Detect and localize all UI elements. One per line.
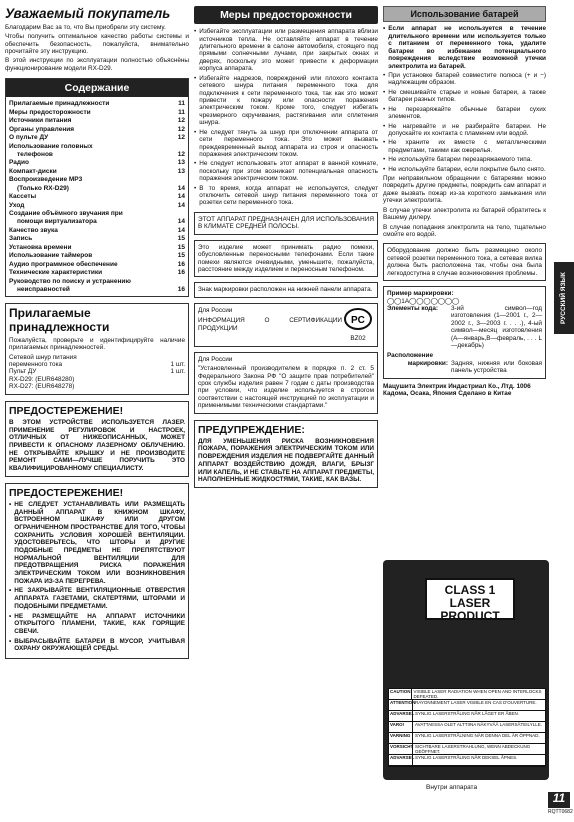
label-key: VORSICHT	[389, 744, 413, 754]
toc-row	[9, 168, 185, 176]
toc-row	[9, 202, 185, 210]
toc-page: 14	[177, 218, 185, 226]
toc-page: 13	[177, 167, 185, 175]
accessory-qty: 1 шт.	[170, 361, 185, 369]
laser-product: LASER PRODUCT	[440, 596, 500, 624]
location-label: маркировки:	[407, 359, 448, 367]
label-value: SYNLIG LASERSTRÅLING NÅR DEKSEL ÅPNES.	[415, 755, 518, 760]
marking-example-box	[383, 286, 546, 379]
toc-row	[9, 134, 185, 142]
accessory-qty: 1 шт.	[170, 368, 185, 376]
svg-text:PC: PC	[351, 314, 365, 326]
accessory-name: RX-D27: (EUR648278)	[9, 383, 75, 391]
toc-page: 12	[177, 117, 185, 125]
marking-code: ◯◯1A◯◯◯◯◯◯◯	[387, 297, 460, 305]
toc-entry: (Только RX-D29)	[17, 184, 69, 192]
toc-page: 14	[177, 201, 185, 209]
location-title: Расположение	[387, 352, 434, 360]
label-row	[389, 755, 545, 766]
label-value: SICHTBARE LASERSTRAHLUNG, WENN ABDECKUNG GEÖFFNET.	[415, 744, 531, 755]
toc-page: 12	[177, 125, 185, 133]
toc-row	[9, 261, 185, 269]
toc-row	[9, 244, 185, 252]
toc-page: 16	[177, 260, 185, 268]
toc-row	[9, 227, 185, 235]
toc-entry: Руководство по поиску и устранению	[9, 277, 131, 285]
toc-row	[9, 159, 185, 167]
column-middle	[194, 6, 378, 488]
accessory-name: Сетевой шнур питания	[9, 353, 77, 361]
toc-entry: Использование головных	[9, 142, 93, 150]
caution-title-2: ПРЕДОСТЕРЕЖЕНИЕ!	[9, 486, 124, 499]
device-caption: Внутри аппарата	[426, 784, 478, 791]
battery-item: • Не используйте батареи перезаряжаемого типа.	[383, 156, 546, 163]
accessories-intro: Пожалуйста, проверьте и идентифицируйте наличие прилагаемых принадлежностей.	[9, 336, 185, 352]
russia-label: Для России	[198, 355, 233, 363]
toc-row	[9, 109, 185, 117]
intro-paragraph: В этой инструкции по эксплуатации полностью объяснёны функционирование модели RX-D29.	[5, 57, 189, 72]
caution-item: • НЕ РАЗМЕЩАЙТЕ НА АППАРАТ ИСТОЧНИКИ ОТКРЫТОГО ПЛАМЕНИ, ТАКИЕ, КАК ГОРЯЩИЕ СВЕЧИ.	[9, 613, 185, 636]
toc-entry: Радио	[9, 159, 29, 167]
toc-entry: Аудио программное обеспечение	[9, 260, 118, 268]
accessories-box	[5, 303, 189, 394]
location-desc: Задняя, нижняя или боковая панель устройства	[451, 359, 542, 375]
marking-example-title: Пример маркировки:	[387, 290, 454, 298]
toc-row	[9, 218, 185, 226]
toc-entry: телефонов	[17, 150, 53, 158]
battery-item: • Не храните их вместе с металлическими предметами, такими как ожерелья.	[383, 139, 546, 154]
caution-box-2	[5, 483, 189, 659]
toc-entry: Использование таймеров	[9, 252, 93, 260]
warning-box	[194, 420, 378, 488]
toc-page: 14	[177, 184, 185, 192]
manufacturer: Мацушита Электрик Индастриал Ко., Лтд. 1006 Кадома, Осака, Япония Сделано в Китае	[383, 382, 531, 398]
accessory-name: Пульт ДУ	[9, 368, 37, 376]
label-row	[389, 733, 545, 744]
column-left	[5, 6, 189, 659]
label-key: ADVARSEL	[389, 755, 413, 765]
toc-row	[9, 185, 185, 193]
marking-box: Знак маркировки расположен на нижней панели аппарата.	[194, 282, 378, 297]
toc-entry: неисправностей	[17, 285, 70, 293]
precaution-item: • Не следует использовать этот аппарат в ванной комнате, поскольку при этом возникает потенциальная опасность поражения электрическим током.	[194, 160, 378, 182]
caution-item: • НЕ СЛЕДУЕТ УСТАНАВЛИВАТЬ ИЛИ РАЗМЕЩАТЬ ДАННЫЙ АППАРАТ В КНИЖНОМ ШКАФУ, ВСТРОЕННОМ ШКАФУ ИЛИ ДРУГОМ ОГРАНИЧЕННОМ ПРОСТРАНСТВЕ ДЛЯ ТОГО, ЧТОБЫ СОХРАНИТЬ УСЛОВИЯ ХОРОШЕЙ ВЕНТИЛЯЦИИ. УДОСТОВЕРЬТЕСЬ, ЧТО ШТОРЫ И ДРУГИЕ ПОДОБНЫЕ ПРЕДМЕТЫ НЕ ПРЕПЯТСТВУЮТ НОРМАЛЬНОЙ ВЕНТИЛЯЦИИ ДЛЯ ПРЕДОТВРАЩЕНИЯ РИСКА ПОРАЖЕНИЯ ЭЛЕКТРИЧЕСКИМ ТОКОМ ИЛИ ВОЗНИКНОВЕНИЯ ПОЖАРА ИЗ-ЗА ПЕРЕГРЕВА.	[9, 501, 185, 586]
lifetime-box	[194, 352, 378, 414]
label-value: SYNLIG LASERSTRÅLING NÅR LÅGET ER ÅBEN.	[415, 711, 519, 716]
toc-entry: Запись	[9, 235, 33, 243]
toc-entry: Установка времени	[9, 243, 72, 251]
toc-row	[9, 117, 185, 125]
battery-paragraph: В случае попадания электролита на тело, тщательно смойте его водой.	[383, 223, 546, 238]
label-key: CAUTION	[389, 689, 412, 699]
accessory-row	[9, 354, 185, 361]
toc-entry: Технические характеристики	[9, 269, 103, 277]
label-row	[389, 689, 545, 700]
batteries-header: Использование батарей	[383, 6, 546, 22]
laser-label	[425, 578, 515, 624]
caution-body: В ЭТОМ УСТРОЙСТВЕ ИСПОЛЬЗУЕТСЯ ЛАЗЕР. ПРИМЕНЕНИЕ РЕГУЛИРОВОК И НАСТРОЕК, ОТЛИЧНЫХ ОТ НИЖЕОПИСАННЫХ, МОЖЕТ ПРИВЕСТИ К ОПАСНОМУ ЛАЗЕРНОМУ ОБЛУЧЕНИЮ. НЕ ОТКРЫВАЙТЕ КРЫШКУ И НЕ ПРОИЗВОДИТЕ РЕМОНТ САМИ—ЛУЧШЕ ПОРУЧИТЬ ЭТО КВАЛИФИЦИРОВАННОМУ СПЕЦИАЛИСТУ.	[9, 418, 185, 473]
precaution-item: • Избегайте эксплуатации или размещения аппарата вблизи источников тепла. Не оставляйте аппарат в течение длительного времени в салоне автомобиля, стоящего под прямыми солнечными лучами, при закрытых окнах и дверях, поскольку это может привести к деформации корпуса аппарата.	[194, 28, 378, 73]
label-value: AVATTAESSA OLET ALTTIINA NÄKYVÄÄ LASERSÄTEILYLLE.	[415, 722, 542, 727]
toc-row	[9, 176, 185, 184]
language-tab: РУССКИЙ ЯЗЫК	[554, 262, 574, 334]
toc-entry: О пульте ДУ	[9, 134, 49, 142]
intro-paragraph: Благодарим Вас за то, что Вы приобрели эту систему.	[5, 23, 166, 31]
toc-row	[9, 235, 185, 243]
laser-class: CLASS 1	[444, 583, 496, 597]
toc-page: 13	[177, 159, 185, 167]
table-of-contents	[5, 78, 189, 297]
radio-box: Это изделие может принимать радио помехи, обусловленные переносными телефонами. Если такие помехи являются очевидными, уменьшите, пожалуйста, расстояние между изделием и переносным телефоном.	[194, 240, 378, 278]
warning-title: ПРЕДУПРЕЖДЕНИЕ:	[198, 423, 305, 436]
toc-row	[9, 210, 185, 218]
page-number: 11	[548, 792, 570, 808]
toc-entry: помощи виртуализатора	[17, 218, 97, 226]
caution-item: • ВЫБРАСЫВАЙТЕ БАТАРЕИ В МУСОР, УЧИТЫВАЯ ОХРАНУ ОКРУЖАЮЩЕЙ СРЕДЫ.	[9, 638, 185, 653]
battery-paragraph: В случае утечки электролита из батарей обратитесь к Вашему дилеру.	[383, 206, 546, 222]
toc-page: 12	[177, 134, 185, 142]
battery-item: • Не перезаряжайте обычные батареи сухих элементов.	[383, 106, 546, 121]
accessory-row	[9, 361, 185, 368]
label-key: VARNING	[389, 733, 413, 743]
warning-body: ДЛЯ УМЕНЬШЕНИЯ РИСКА ВОЗНИКНОВЕНИЯ ПОЖАРА, ПОРАЖЕНИЯ ЭЛЕКТРИЧЕСКИМ ТОКОМ ИЛИ ПОВРЕЖДЕНИЯ ИЗДЕЛИЯ НЕ ПОДВЕРГАЙТЕ ДАННЫЙ АППАРАТ ВОЗДЕЙСТВИЮ ДОЖДЯ, ВЛАГИ, БРЫЗГ ИЛИ КАПЕЛЬ, И НЕ СТАВЬТЕ НА АППАРАТ ПРЕДМЕТЫ, НАПОЛНЕННЫЕ ЖИДКОСТЯМИ, ТАКИЕ, КАК ВАЗЫ.	[198, 437, 374, 484]
toc-page: 11	[178, 100, 185, 108]
toc-page: 15	[177, 235, 185, 243]
accessory-row	[9, 383, 185, 390]
document-code: RQTT0682	[548, 809, 573, 815]
caution-box	[5, 401, 189, 477]
climate-box: ЭТОТ АППАРАТ ПРЕДНАЗНАЧЕН ДЛЯ ИСПОЛЬЗОВАНИЯ В КЛИМАТЕ СРЕДНЕЙ ПОЛОСЫ.	[194, 212, 378, 235]
caution-item: • НЕ ЗАКРЫВАЙТЕ ВЕНТИЛЯЦИОННЫЕ ОТВЕРСТИЯ АППАРАТА ГАЗЕТАМИ, СКАТЕРТЯМИ, ШТОРАМИ И ПОДОБНЫМИ ПРЕДМЕТАМИ.	[9, 587, 185, 610]
intro-paragraph: Чтобы получить оптимальное качество работы системы и обеспечить безопасность, пожалуйста, внимательно прочитайте эту инструкцию.	[5, 33, 189, 55]
toc-entry: Качество звука	[9, 226, 58, 234]
toc-row	[9, 269, 185, 277]
battery-item: • Не нагревайте и не разбирайте батареи. Не допускайте их контакта с пламенем или водой.	[383, 123, 546, 138]
accessory-row	[9, 376, 185, 383]
toc-entry: Источники питания	[9, 117, 72, 125]
warning-label-sticker	[388, 688, 546, 767]
toc-page: 14	[177, 226, 185, 234]
battery-item: • При установке батарей совместите полюса (+ и −) надлежащим образом.	[383, 72, 546, 87]
label-key: ATTENTION	[389, 700, 413, 710]
label-row	[389, 722, 545, 733]
battery-paragraph: При неправильном обращении с батареями можно повредить другие предметы, повредить сам аппарат и даже вызвать пожар из-за короткого замыкания или утечки электролита.	[383, 175, 546, 205]
certification-text: ИНФОРМАЦИЯ О СЕРТИФИКАЦИИ ПРОДУКЦИИ	[198, 317, 342, 332]
accessories-title: Прилагаемые принадлежности	[9, 306, 110, 334]
toc-entry: Создание объёмного звучания при	[9, 210, 123, 218]
marking-code-desc: 3-ий символ—год изготовления (1—2001 г., 2—2002 г., 3—2003 г. . . .), 4-ый символ—месяц изготовления (А—январь,В—февраль, . . . L—декабрь)	[451, 304, 542, 350]
precaution-item: • Не следует тянуть за шнур при отключении аппарата от сети переменного тока. Это может вызвать преждевременный выход аппарата из строя и опасность поражения электрическим током.	[194, 129, 378, 159]
label-value: SYNLIG LASERSTRÅLNING NÄR DENNA DEL ÄR ÖPPNAD.	[415, 733, 540, 738]
label-row	[389, 700, 545, 711]
toc-entry: Меры предосторожности	[9, 108, 91, 116]
toc-page: 14	[177, 193, 185, 201]
toc-row	[9, 193, 185, 201]
toc-row	[9, 151, 185, 159]
toc-page: 15	[177, 243, 185, 251]
precautions-header: Меры предосторожности	[194, 6, 378, 24]
russia-label: Для России	[198, 306, 233, 314]
toc-page: 16	[177, 285, 185, 293]
toc-page: 15	[177, 252, 185, 260]
toc-entry: Органы управления	[9, 125, 75, 133]
toc-row	[9, 252, 185, 260]
toc-page: 16	[177, 269, 185, 277]
toc-entry: Воспроизведение MP3	[9, 176, 83, 184]
toc-entry: Прилагаемые принадлежности	[9, 100, 110, 108]
accessory-name: переменного тока	[9, 361, 63, 369]
toc-row	[9, 286, 185, 294]
battery-item: • Не смешивайте старые и новые батареи, а также батареи разных типов.	[383, 89, 546, 104]
toc-row	[9, 126, 185, 134]
certification-box	[194, 303, 378, 347]
caution-title: ПРЕДОСТЕРЕЖЕНИЕ!	[9, 404, 124, 417]
label-row	[389, 711, 545, 722]
toc-entry: Компакт-диски	[9, 167, 57, 175]
toc-page: 11	[178, 108, 185, 116]
label-key: ADVARSEL	[389, 711, 413, 721]
battery-item: • Если аппарат не используется в течение длительного времени или используется только с питанием от переменного тока, удалите батареи во избежание потенциального повреждения вследствие возможной утечки электролита из батарей.	[383, 25, 546, 70]
lifetime-text: "Установленный производителем в порядке п. 2 ст. 5 Федерального Закона РФ "О защите прав потребителей" срок службы изделия равен 7 годам с даты производства при условии, что изделие используется в строгом соответствии с настоящей инструкцией по эксплуатации и применимыми техническими стандартами."	[198, 365, 374, 410]
page-title: Уважаемый покупатель	[5, 6, 171, 21]
toc-row	[9, 278, 185, 286]
precaution-item: • Избегайте надрезов, повреждений или плохого контакта сетевого шнура питания переменного тока для подключения к сети переменного тока, так как это может привести к пожару или опасности поражения электрическим током. Кроме того, следует избегать чрезмерного скручивания, растягивания или сплетения шнура.	[194, 75, 378, 127]
accessory-name: RX-D29: (EUR648280)	[9, 375, 75, 383]
label-key: VARO!	[389, 722, 413, 732]
accessory-row	[9, 368, 185, 375]
cert-code: BZ02	[350, 335, 366, 343]
toc-title: Содержание	[6, 79, 188, 97]
toc-entry: Уход	[9, 201, 25, 209]
toc-row	[9, 143, 185, 151]
column-right	[383, 6, 546, 398]
label-row	[389, 744, 545, 755]
precaution-item: • В то время, когда аппарат не используется, следует отключить сетевой шнур питания переменного тока от розетки сети переменного тока.	[194, 185, 378, 207]
toc-row	[9, 100, 185, 108]
gost-logo	[342, 307, 374, 343]
toc-entry: Кассеты	[9, 193, 37, 201]
toc-page: 12	[177, 150, 185, 158]
marking-code-label: Элементы кода:	[387, 304, 439, 312]
outlet-box: Оборудование должно быть размещено около сетевой розетки переменного тока, а сетевая вилка должна быть расположена так, чтобы она была легкодоступна в случае возникновения проблемы.	[383, 243, 546, 281]
label-value: RAYONNEMENT LASER VISIBLE EN CAS D'OUVERTURE.	[415, 700, 537, 705]
label-value: VISIBLE LASER RADIATION WHEN OPEN AND INTERLOCKS DEFEATED.	[413, 689, 542, 700]
battery-item: • Не используйте батареи, если покрытие было снято.	[383, 166, 546, 173]
